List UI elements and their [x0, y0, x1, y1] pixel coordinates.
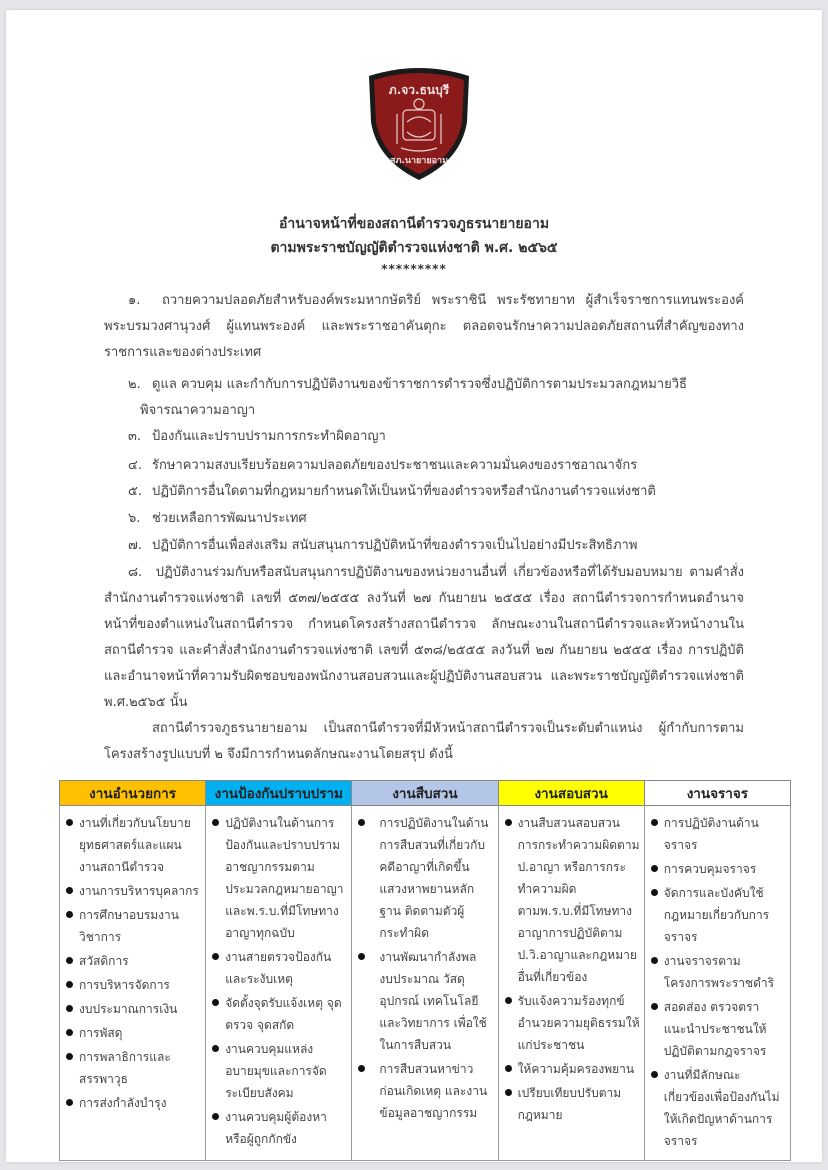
list-item [650, 882, 786, 948]
bullet-icon [358, 953, 365, 960]
bullet-icon [66, 911, 73, 918]
list-item [650, 950, 786, 994]
list-item-text: งานที่เกี่ยวกับนโยบายยุทธศาสตร์และแผนงานสถานีตำรวจ [79, 816, 191, 874]
list-item-text: การควบคุมจราจร [663, 862, 757, 876]
bullet-icon [66, 981, 73, 988]
list-item-text: งานพัฒนากำลังพล งบประมาณ วัสดุอุปกรณ์ เทคโนโลยีและวิทยาการ เพื่อใช้ในการสืบสวน [379, 950, 487, 1052]
list-item-text: งานสืบสวนสอบสวนการกระทำความผิดตาม ป.อาญา หรือการกระทำความผิดตามพ.ร.บ.ที่มีโทษทางอาญาการปฏิบัติตาม ป.วิ.อาญาและกฎหมายอื่นที่เกี่ยวข้อง [517, 816, 640, 984]
list-item-text: เปรียบเทียบปรับตามกฎหมาย [517, 1086, 622, 1122]
summary-text: สถานีตำรวจภูธรนายายอาม เป็นสถานีตำรวจที่มีหัวหน้าสถานีตำรวจเป็นระดับตำแหน่ง ผู้กำกับการตามโครงสร้างรูปแบบที่ ๒ จึงมีการกำหนดลักษณะงานโดยสรุป ดังนี้ [104, 721, 744, 762]
column-cell-administration [60, 806, 206, 1161]
duty-text: ช่วยเหลือการพัฒนาประเทศ [152, 511, 307, 526]
column-header-investigation: งานสืบสวน [352, 781, 498, 806]
list-item-text: การพลาธิการและสรรพาวุธ [79, 1050, 171, 1086]
bullet-icon [651, 865, 658, 872]
column-header-administration: งานอำนวยการ [60, 781, 206, 806]
bullet-icon [66, 1053, 73, 1060]
list-item [357, 812, 493, 944]
bullet-icon [212, 1113, 219, 1120]
duty-item-3 [128, 424, 748, 450]
list-item-text: รับแจ้งความร้องทุกข์ อำนวยความยุติธรรมให้แก่ประชาชน [517, 994, 640, 1052]
list-item-text: การพัสดุ [79, 1026, 123, 1040]
column-header-traffic: งานจราจร [644, 781, 790, 806]
bullet-icon [651, 819, 658, 826]
list-item [211, 992, 347, 1036]
list-item-text: ให้ความคุ้มครองพยาน [517, 1062, 635, 1076]
bullet-list [357, 812, 493, 1124]
bullet-icon [66, 957, 73, 964]
list-item [65, 974, 201, 996]
list-item [357, 946, 493, 1056]
list-item [357, 1058, 493, 1124]
bullet-icon [66, 1099, 73, 1106]
list-item-text: จัดการและบังคับใช้กฎหมายเกี่ยวกับการจราจร [663, 886, 770, 944]
list-item-text: งานควบคุมแหล่งอบายมุขและการจัดระเบียบสังคม [225, 1042, 327, 1100]
duty-number: ๘. [128, 565, 143, 580]
list-item-text: การสืบสวนหาข่าวก่อนเกิดเหตุ และงานข้อมูลอาชญากรรม [379, 1062, 488, 1120]
list-item [504, 990, 640, 1056]
summary-paragraph [104, 716, 744, 768]
list-item [211, 1038, 347, 1104]
duty-item-7 [128, 533, 748, 559]
list-item-text: งานที่มีลักษณะเกี่ยวข้องเพื่อป้องกันไม่ให้เกิดปัญหาด้านการจราจร [663, 1068, 780, 1148]
list-item-text: การปฏิบัติงานด้านจราจร [663, 816, 759, 852]
duty-number: ๑. [128, 293, 141, 308]
bullet-list [65, 812, 201, 1114]
bullet-icon [651, 1003, 658, 1010]
bullet-icon [651, 1071, 658, 1078]
duty-text: ถวายความปลอดภัยสำหรับองค์พระมหากษัตริย์ พระราชินี พระรัชทายาท ผู้สำเร็จราชการแทนพระองค์ พระบรมวงศานุวงศ์ ผู้แทนพระองค์ และพระราชอาคันตุกะ ตลอดจนรักษาความปลอดภัยสถานที่สำคัญของทางราชการและของต่างประเทศ [104, 293, 744, 360]
list-item-text: จัดตั้งจุดรับแจ้งเหตุ จุดตรวจ จุดสกัด [225, 996, 342, 1032]
list-item [650, 996, 786, 1062]
bullet-icon [358, 819, 365, 826]
list-item [650, 858, 786, 880]
duty-text: ปฏิบัติการอื่นใดตามที่กฎหมายกำหนดให้เป็นหน้าที่ของตำรวจหรือสำนักงานตำรวจแห่งชาติ [152, 484, 656, 499]
column-cell-crime-prevention [206, 806, 352, 1161]
bullet-icon [505, 1089, 512, 1096]
bullet-list [211, 812, 347, 1150]
column-cell-inquiry [498, 806, 644, 1161]
list-item-text: สอดส่อง ตรวจตรา แนะนำประชาชนให้ปฏิบัติตามกฎจราจร [663, 1000, 767, 1058]
duty-item-4 [128, 453, 748, 479]
list-item [504, 812, 640, 988]
list-item [65, 1022, 201, 1044]
document-title-line2: ตามพระราชบัญญัติตำรวจแห่งชาติ พ.ศ. ๒๕๖๕ [270, 240, 558, 256]
list-item-text: การปฏิบัติงานในด้านการสืบสวนที่เกี่ยวกับคดีอาญาที่เกิดขึ้นแสวงหาพยานหลักฐาน ติดตามตัวผู้กระทำผิด [379, 816, 489, 940]
list-item-text: งานจราจรตามโครงการพระราชดำริ [663, 954, 775, 990]
list-item [65, 880, 201, 902]
duty-number: ๒. [128, 377, 141, 392]
list-item-text: การศึกษาอบรมงานวิชาการ [79, 908, 179, 944]
duty-text-continuation: พิจารณาความอาญา [140, 403, 256, 418]
column-header-crime-prevention: งานป้องกันปราบปราม [206, 781, 352, 806]
list-item [650, 1064, 786, 1152]
table-body-row [60, 806, 791, 1161]
column-cell-traffic [644, 806, 790, 1161]
bullet-icon [505, 1065, 512, 1072]
bullet-list [650, 812, 786, 1152]
logo-bottom-text: สภ.นายายอาม [389, 156, 449, 166]
list-item [65, 1046, 201, 1090]
bullet-icon [66, 1029, 73, 1036]
list-item-text: การส่งกำลังบำรุง [79, 1096, 167, 1110]
bullet-list [504, 812, 640, 1126]
list-item [504, 1082, 640, 1126]
list-item [650, 812, 786, 856]
list-item [211, 1106, 347, 1150]
bullet-icon [66, 819, 73, 826]
duty-number: ๔. [128, 458, 142, 473]
title-separator: ********* [381, 262, 447, 276]
list-item [65, 812, 201, 878]
list-item-text: งานการบริหารบุคลากร [79, 884, 199, 898]
list-item-text: สวัสดิการ [79, 954, 129, 968]
list-item [65, 904, 201, 948]
bullet-icon [212, 1045, 219, 1052]
duty-item-5 [128, 479, 748, 505]
list-item-text: งานสายตรวจป้องกันและระงับเหตุ [225, 950, 332, 986]
duty-item-6 [128, 506, 748, 532]
duty-item-2 [128, 372, 748, 424]
list-item [65, 998, 201, 1020]
bullet-icon [651, 957, 658, 964]
logo-top-text: ภ.จว.ธนบุรี [388, 83, 450, 97]
column-cell-investigation [352, 806, 498, 1161]
bullet-icon [651, 889, 658, 896]
list-item-text: งานควบคุมผู้ต้องหาหรือผู้ถูกกักขัง [225, 1110, 327, 1146]
duty-text: ปฏิบัติการอื่นเพื่อส่งเสริม สนับสนุนการปฏิบัติหน้าที่ของตำรวจเป็นไปอย่างมีประสิทธิภาพ [152, 538, 638, 553]
bullet-icon [66, 887, 73, 894]
list-item [211, 812, 347, 944]
list-item-text: ปฏิบัติงานในด้านการป้องกันและปราบปรามอาชญากรรมตามประมวลกฎหมายอาญาและพ.ร.บ.ที่มีโทษทางอาญาทุกฉบับ [225, 816, 344, 940]
police-station-emblem-logo [361, 62, 477, 182]
duty-number: ๖. [128, 511, 141, 526]
work-structure-table [59, 780, 791, 1161]
list-item [65, 1092, 201, 1114]
bullet-icon [66, 1005, 73, 1012]
column-header-inquiry: งานสอบสวน [498, 781, 644, 806]
duty-number: ๓. [128, 429, 142, 444]
duty-text: ป้องกันและปราบปรามการกระทำผิดอาญา [152, 429, 386, 444]
duty-text: ปฏิบัติงานร่วมกับหรือสนับสนุนการปฏิบัติงานของหน่วยงานอื่นที่ เกี่ยวข้องหรือที่ได้รับมอบหมาย ตามคำสั่งสำนักงานตำรวจแห่งชาติ เลขที่ ๕๓๗/๒๕๕๕ ลงวันที่ ๒๗ กันยายน ๒๕๕๕ เรื่อง สถานีตำรวจการกำหนดอำนาจหน้าที่ของตำแหน่งในสถานีตำรวจ กำหนดโครงสร้างสถานีตำรวจ ลักษณะงานในสถานีตำรวจและหัวหน้างานในสถานีตำรวจ และคำสั่งสำนักงานตำรวจแห่งชาติ เลขที่ ๕๓๘/๒๕๕๕ ลงวันที่ ๒๗ กันยายน ๒๕๕๕ เรื่อง การปฏิบัติและอำนาจหน้าที่ความรับผิดชอบของพนักงานสอบสวนและผู้ปฏิบัติงานสอบสวน และพระราชบัญญัติตำรวจแห่งชาติ พ.ศ.๒๕๖๕ นั้น [104, 565, 745, 710]
document-title-line1: อำนาจหน้าที่ของสถานีตำรวจภูธรนายายอาม [278, 216, 550, 232]
bullet-icon [212, 953, 219, 960]
bullet-icon [505, 997, 512, 1004]
duty-number: ๕. [128, 484, 142, 499]
list-item [504, 1058, 640, 1080]
duty-number: ๗. [128, 538, 142, 553]
duty-item-8 [104, 560, 744, 716]
duty-text: รักษาความสงบเรียบร้อยความปลอดภัยของประชาชนและความมั่นคงของราชอาณาจักร [152, 458, 638, 473]
list-item [65, 950, 201, 972]
bullet-icon [358, 1065, 365, 1072]
bullet-icon [212, 819, 219, 826]
list-item-text: การบริหารจัดการ [79, 978, 170, 992]
duty-item-1 [104, 288, 744, 366]
list-item [211, 946, 347, 990]
bullet-icon [505, 819, 512, 826]
table-header-row [60, 781, 791, 806]
bullet-icon [212, 999, 219, 1006]
duty-text: ดูแล ควบคุม และกำกับการปฏิบัติงานของข้าราชการตำรวจซึ่งปฏิบัติการตามประมวลกฎหมายวิธี [152, 377, 687, 392]
list-item-text: งบประมาณการเงิน [79, 1002, 178, 1016]
